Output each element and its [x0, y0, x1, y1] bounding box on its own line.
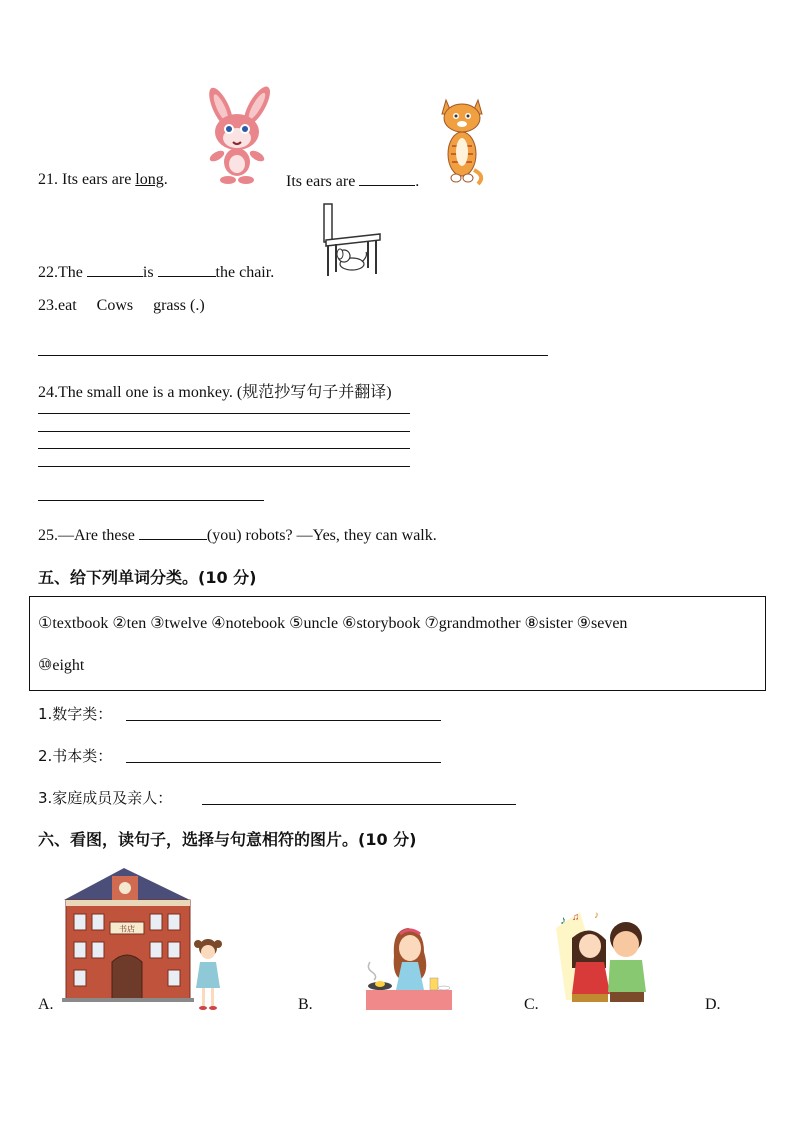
q24-writing-line-3[interactable] — [38, 448, 410, 449]
q21-period-b: . — [415, 173, 420, 190]
word-bank-line-1: ①textbook ②ten ③twelve ④notebook ⑤uncle ⑥storybook ⑦grandmother ⑧sister ⑨seven — [38, 615, 628, 632]
cooking-woman-illustration — [362, 922, 457, 1012]
bookstore-illustration — [62, 866, 232, 1012]
q24-writing-line-2[interactable] — [38, 431, 410, 432]
q22-number: 22 — [38, 264, 54, 281]
category-books-line[interactable] — [126, 762, 441, 763]
q21-text-a: . Its ears are — [54, 171, 136, 188]
q23-answer-line[interactable] — [38, 355, 548, 356]
option-d-label: D. — [705, 996, 721, 1013]
singing-couple-illustration — [550, 908, 652, 1008]
q22-blank-1[interactable] — [87, 262, 143, 277]
word-bank-line-2: ⑩eight — [38, 657, 85, 674]
music-note-icon-2: ♫ — [572, 912, 580, 923]
q25-text-b: (you) robots? —Yes, they can walk. — [206, 527, 437, 544]
q21-text-b: Its ears are — [286, 173, 360, 190]
option-a-label: A. — [38, 996, 54, 1013]
chair-dog-illustration — [322, 202, 384, 278]
q24-translation-line[interactable] — [38, 500, 264, 501]
q24 — [38, 379, 392, 402]
q21-period: . — [163, 171, 168, 188]
category-numbers-label: 1.数字类： — [38, 705, 113, 723]
q22-text-a: .The — [54, 264, 87, 281]
q24-number: 24 — [38, 384, 54, 401]
q24-writing-line-4[interactable] — [38, 466, 410, 467]
option-c-label: C. — [524, 996, 539, 1013]
q24-sentence: .The small one is a monkey. (规范抄写句子并翻译) — [54, 384, 392, 401]
q25 — [38, 525, 437, 545]
q21-left — [38, 171, 168, 189]
q23-number: 23 — [38, 297, 54, 314]
q22 — [38, 262, 274, 282]
option-b-label: B. — [298, 996, 313, 1013]
bookstore-sign: 书店 — [119, 924, 135, 934]
word-bank-box — [29, 596, 766, 691]
q25-text-a: .—Are these — [54, 527, 139, 544]
music-note-icon-3: ♪ — [594, 910, 599, 921]
category-books-label: 2.书本类： — [38, 747, 113, 765]
q25-number: 25 — [38, 527, 54, 544]
q24-writing-line-1[interactable] — [38, 413, 410, 414]
q21-blank[interactable] — [359, 171, 415, 186]
q21-answer-word: long — [135, 171, 164, 188]
category-family-label: 3.家庭成员及亲人： — [38, 789, 173, 807]
rabbit-illustration — [195, 86, 285, 186]
q22-text-c: the chair. — [215, 264, 275, 281]
cat-illustration — [438, 96, 488, 188]
section6-heading: 六、看图，读句子，选择与句意相符的图片。(10 分) — [38, 830, 417, 849]
section5-heading: 五、给下列单词分类。(10 分) — [38, 568, 257, 587]
q21-number: 21 — [38, 171, 54, 188]
q25-blank[interactable] — [139, 525, 207, 540]
music-note-icon: ♪ — [560, 913, 566, 927]
q23-scrambled-words: .eat Cows grass (.) — [54, 297, 205, 314]
q23 — [38, 297, 205, 315]
q21-right — [286, 171, 419, 191]
q22-blank-2[interactable] — [158, 262, 216, 277]
q22-text-b: is — [142, 264, 158, 281]
category-numbers-line[interactable] — [126, 720, 441, 721]
category-family-line[interactable] — [202, 804, 516, 805]
